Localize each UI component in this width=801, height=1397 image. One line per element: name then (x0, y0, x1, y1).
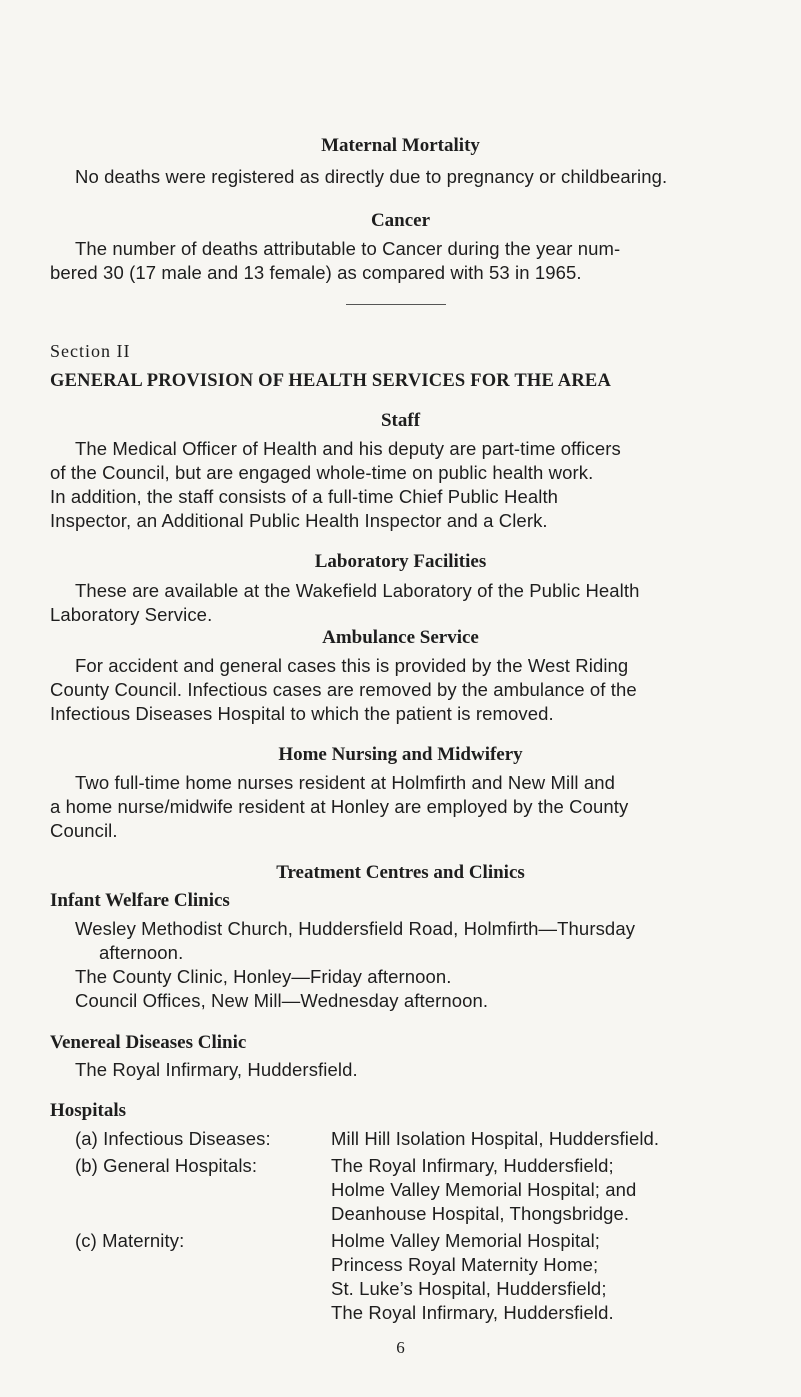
ambulance-text-line-2: County Council. Infectious cases are removed by the ambulance of the (50, 679, 637, 700)
hospital-row-b-line-1: The Royal Infirmary, Huddersfield; (331, 1155, 614, 1176)
venereal-heading: Venereal Diseases Clinic (50, 1032, 247, 1053)
section-label: Section II (50, 341, 131, 361)
staff-text-line-4: Inspector, an Additional Public Health Inspector and a Clerk. (50, 510, 548, 531)
ambulance-text-line-1: For accident and general cases this is provided by the West Riding (75, 655, 629, 676)
hospital-row-label-b: (b) General Hospitals: (75, 1155, 258, 1176)
hospital-row-c-line-3: St. Luke’s Hospital, Huddersfield; (331, 1278, 607, 1299)
infant-welfare-line-2: afternoon. (99, 942, 184, 963)
hospital-row-a-line-1: Mill Hill Isolation Hospital, Huddersfield. (331, 1128, 660, 1149)
laboratory-heading: Laboratory Facilities (314, 551, 487, 572)
nursing-text-line-3: Council. (50, 820, 118, 841)
venereal-text: The Royal Infirmary, Huddersfield. (75, 1059, 358, 1080)
cancer-heading: Cancer (370, 210, 431, 231)
cancer-text-line-2: bered 30 (17 male and 13 female) as compared with 53 in 1965. (50, 262, 582, 283)
nursing-heading: Home Nursing and Midwifery (278, 744, 523, 765)
infant-welfare-heading: Infant Welfare Clinics (50, 890, 230, 911)
nursing-text-line-1: Two full-time home nurses resident at Holmfirth and New Mill and (75, 772, 616, 793)
hospitals-heading: Hospitals (50, 1100, 127, 1121)
hospital-row-c-line-1: Holme Valley Memorial Hospital; (331, 1230, 601, 1251)
hospital-row-c-line-2: Princess Royal Maternity Home; (331, 1254, 599, 1275)
hospital-row-b-line-3: Deanhouse Hospital, Thongsbridge. (331, 1203, 630, 1224)
treatment-heading: Treatment Centres and Clinics (276, 862, 525, 883)
infant-welfare-line-3: The County Clinic, Honley—Friday afternoon. (75, 966, 452, 987)
cancer-text-line-1: The number of deaths attributable to Cancer during the year num- (75, 238, 621, 259)
nursing-text-line-2: a home nurse/midwife resident at Honley are employed by the County (50, 796, 629, 817)
hospital-row-c-line-4: The Royal Infirmary, Huddersfield. (331, 1302, 614, 1323)
staff-text-line-3: In addition, the staff consists of a full-time Chief Public Health (50, 486, 559, 507)
laboratory-text-line-2: Laboratory Service. (50, 604, 213, 625)
maternal-mortality-text: No deaths were registered as directly due to pregnancy or childbearing. (75, 166, 668, 187)
staff-text-line-1: The Medical Officer of Health and his deputy are part-time officers (75, 438, 621, 459)
infant-welfare-line-4: Council Offices, New Mill—Wednesday afternoon. (75, 990, 489, 1011)
page-number: 6 (396, 1338, 405, 1357)
staff-heading: Staff (380, 410, 421, 431)
maternal-mortality-heading: Maternal Mortality (321, 135, 480, 156)
ambulance-text-line-3: Infectious Diseases Hospital to which the patient is removed. (50, 703, 554, 724)
laboratory-text-line-1: These are available at the Wakefield Laboratory of the Public Health (75, 580, 640, 601)
hospital-row-b-line-2: Holme Valley Memorial Hospital; and (331, 1179, 637, 1200)
section-title: GENERAL PROVISION OF HEALTH SERVICES FOR THE AREA (50, 371, 612, 391)
infant-welfare-line-1: Wesley Methodist Church, Huddersfield Road, Holmfirth—Thursday (75, 918, 636, 939)
hospital-row-label-c: (c) Maternity: (75, 1230, 185, 1251)
ambulance-heading: Ambulance Service (322, 627, 479, 648)
staff-text-line-2: of the Council, but are engaged whole-time on public health work. (50, 462, 594, 483)
section-divider (346, 304, 446, 305)
hospital-row-label-a: (a) Infectious Diseases: (75, 1128, 271, 1149)
